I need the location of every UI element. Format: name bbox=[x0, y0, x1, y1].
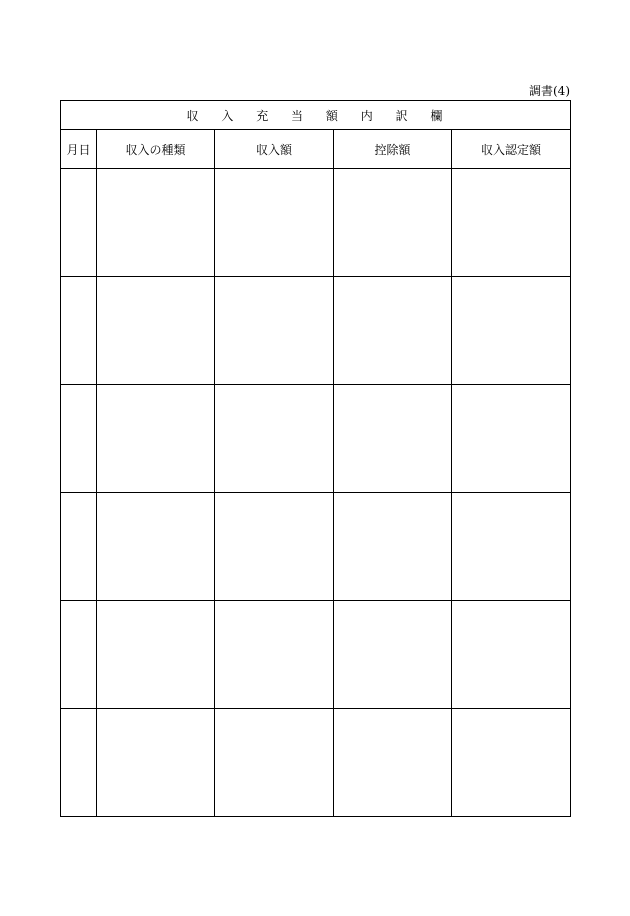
table-row bbox=[61, 601, 571, 709]
deduction-cell[interactable] bbox=[334, 385, 452, 493]
income-amount-cell[interactable] bbox=[215, 493, 334, 601]
title-char: 入 bbox=[221, 108, 236, 123]
approved-amount-cell[interactable] bbox=[452, 709, 571, 817]
table-row bbox=[61, 493, 571, 601]
title-char: 充 bbox=[256, 108, 271, 123]
table-row bbox=[61, 709, 571, 817]
income-type-cell[interactable] bbox=[97, 169, 215, 277]
income-type-cell[interactable] bbox=[97, 601, 215, 709]
income-type-cell[interactable] bbox=[97, 385, 215, 493]
income-amount-cell[interactable] bbox=[215, 601, 334, 709]
income-amount-cell[interactable] bbox=[215, 277, 334, 385]
deduction-cell[interactable] bbox=[334, 601, 452, 709]
column-header-income-amount: 収入額 bbox=[215, 130, 334, 169]
table-row bbox=[61, 169, 571, 277]
income-amount-cell[interactable] bbox=[215, 385, 334, 493]
column-header-row bbox=[61, 130, 571, 169]
date-cell[interactable] bbox=[61, 385, 97, 493]
column-header-deduction: 控除額 bbox=[334, 130, 452, 169]
deduction-cell[interactable] bbox=[334, 169, 452, 277]
table-title bbox=[61, 101, 571, 130]
date-cell[interactable] bbox=[61, 601, 97, 709]
title-char: 内 bbox=[360, 108, 375, 123]
title-char: 当 bbox=[291, 108, 306, 123]
deduction-cell[interactable] bbox=[334, 493, 452, 601]
title-char: 額 bbox=[325, 108, 340, 123]
date-cell[interactable] bbox=[61, 493, 97, 601]
column-header-date: 月日 bbox=[61, 130, 97, 169]
table-row bbox=[61, 277, 571, 385]
income-type-cell[interactable] bbox=[97, 277, 215, 385]
income-type-cell[interactable] bbox=[97, 709, 215, 817]
deduction-cell[interactable] bbox=[334, 709, 452, 817]
income-type-cell[interactable] bbox=[97, 493, 215, 601]
approved-amount-cell[interactable] bbox=[452, 385, 571, 493]
approved-amount-cell[interactable] bbox=[452, 169, 571, 277]
column-header-income-type: 収入の種類 bbox=[97, 130, 215, 169]
title-char: 収 bbox=[186, 108, 201, 123]
date-cell[interactable] bbox=[61, 709, 97, 817]
title-char: 欄 bbox=[430, 108, 445, 123]
approved-amount-cell[interactable] bbox=[452, 277, 571, 385]
table-title-row bbox=[61, 101, 571, 130]
income-amount-cell[interactable] bbox=[215, 709, 334, 817]
column-header-approved-amount: 収入認定額 bbox=[452, 130, 571, 169]
income-amount-cell[interactable] bbox=[215, 169, 334, 277]
approved-amount-cell[interactable] bbox=[452, 493, 571, 601]
title-char: 訳 bbox=[395, 108, 410, 123]
deduction-cell[interactable] bbox=[334, 277, 452, 385]
date-cell[interactable] bbox=[61, 277, 97, 385]
table-row bbox=[61, 385, 571, 493]
approved-amount-cell[interactable] bbox=[452, 601, 571, 709]
document-label: 調書(4) bbox=[529, 84, 570, 98]
income-breakdown-table bbox=[60, 100, 571, 817]
date-cell[interactable] bbox=[61, 169, 97, 277]
